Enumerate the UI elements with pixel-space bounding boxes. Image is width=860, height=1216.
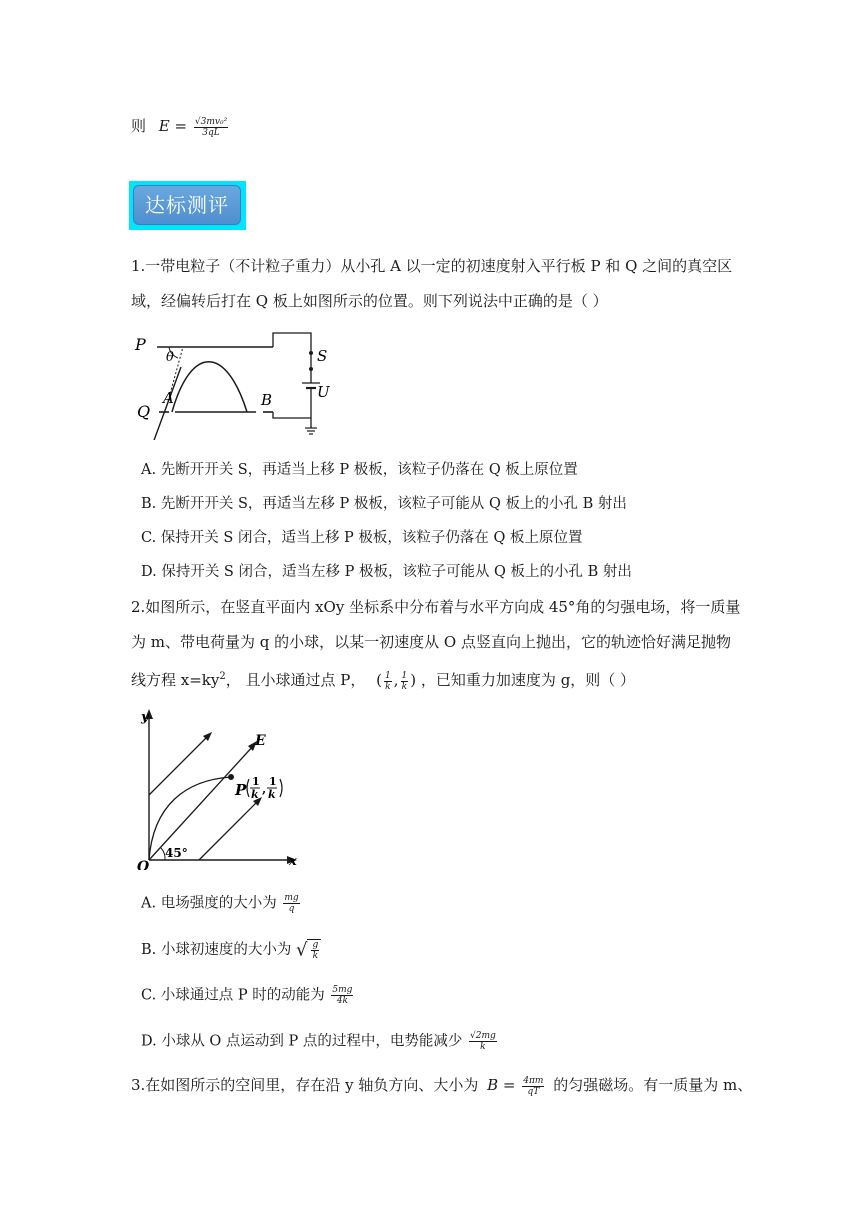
q2-stem-point-intro: ， 且小球通过点 P，	[225, 671, 366, 689]
q2-option-c-den: 4k	[336, 996, 348, 1006]
label-E: E	[255, 733, 266, 749]
paren-open	[247, 779, 249, 797]
q2-option-b-num: g	[312, 940, 319, 950]
label-U: U	[317, 383, 330, 401]
label-P-comma: ,	[262, 782, 267, 796]
sqrt-symbol: √ $\frac{g}{k}$	[296, 939, 321, 961]
label-P-y-num: 1	[269, 775, 277, 788]
q2-option-b	[141, 939, 321, 961]
q2-point-close: )	[410, 671, 417, 689]
q2-point-open: (	[376, 671, 383, 689]
q2-option-a-num: mg	[284, 893, 299, 903]
q2-stem-line3	[131, 666, 635, 692]
label-P-x-den: k	[251, 788, 259, 801]
label-P-x-num: 1	[252, 775, 260, 788]
q1-option-a: A. 先断开开关 S，再适当上移 P 极板，该粒子仍落在 Q 板上原位置	[141, 462, 578, 478]
trajectory	[172, 362, 247, 412]
field-line-1	[149, 735, 209, 795]
label-A: A	[163, 389, 174, 407]
q1-option-c: C. 保持开关 S 闭合，适当上移 P 极板，该粒子仍落在 Q 板上原位置	[141, 530, 583, 546]
label-angle: 45°	[165, 846, 188, 860]
q2-option-d-den: k	[480, 1042, 486, 1052]
wire-top	[273, 333, 311, 351]
q2-option-d	[141, 1031, 499, 1052]
label-O: O	[137, 859, 150, 870]
label-x: x	[289, 854, 297, 869]
label-P: P	[235, 781, 247, 799]
label-P: P	[135, 335, 146, 354]
q2-point-y-den: k	[401, 681, 408, 692]
q2-point-y-num: 1	[401, 670, 408, 681]
q1-figure	[131, 325, 346, 440]
q1-stem-line1: 1.一带电粒子（不计粒子重力）从小孔 A 以一定的初速度射入平行板 P 和 Q 之间的真空区	[131, 257, 733, 275]
q2-stem-exponent: 2	[219, 671, 226, 682]
label-y: y	[141, 710, 149, 725]
q2-option-d-text: D. 小球从 O 点运动到 P 点的过程中，电势能减少	[141, 1033, 463, 1050]
formula-fraction	[194, 117, 228, 138]
label-theta: θ	[166, 350, 174, 365]
formula-prefix: 则	[131, 117, 147, 135]
q2-stem-equation: 线方程 x=ky	[131, 671, 220, 689]
q2-point	[376, 670, 421, 692]
q2-stem-line2: 为 m、带电荷量为 q 的小球，以某一初速度从 O 点竖直向上抛出，它的轨迹恰好满足抛物	[131, 633, 731, 651]
q3-stem-start: 3.在如图所示的空间里，存在沿 y 轴负方向、大小为	[131, 1076, 479, 1094]
q3-b-lhs: B =	[487, 1076, 516, 1094]
q1-option-b: B. 先断开开关 S，再适当左移 P 极板，该粒子可能从 Q 板上的小孔 B 射出	[141, 496, 627, 512]
q2-option-a	[141, 893, 302, 914]
q2-option-c-num: 5mg	[332, 985, 353, 995]
q2-stem-line1: 2.如图所示，在竖直平面内 xOy 坐标系中分布着与水平方向成 45°角的匀强电场，将一质量	[131, 598, 741, 616]
switch-contact-top	[309, 351, 313, 355]
section-badge: 达标测评	[133, 185, 241, 225]
formula-lhs: E =	[158, 117, 188, 135]
q3-b-den: qT	[527, 1086, 540, 1097]
top-formula	[131, 115, 230, 138]
label-B: B	[261, 391, 273, 409]
label-P-y-den: k	[268, 788, 276, 801]
q2-option-a-text: A. 电场强度的大小为	[141, 895, 277, 912]
q2-stem-end: ，已知重力加速度为 g，则（ ）	[420, 671, 636, 689]
q2-option-c	[141, 985, 355, 1006]
paren-close	[280, 779, 282, 797]
label-S: S	[317, 347, 328, 365]
q3-b-num: 4πm	[523, 1075, 544, 1086]
formula-numerator: √3mv₀²	[194, 116, 228, 127]
q2-option-b-den: k	[312, 951, 319, 961]
point-P	[228, 774, 234, 780]
q2-option-c-text: C. 小球通过点 P 时的动能为	[141, 987, 325, 1004]
q2-point-x-den: k	[385, 681, 391, 692]
q2-point-x-num: 1	[385, 670, 391, 681]
field-line-3	[199, 800, 259, 860]
q2-option-d-num: √2mg	[470, 1031, 496, 1041]
q2-option-b-text: B. 小球初速度的大小为	[141, 942, 292, 958]
q2-option-a-den: q	[288, 904, 295, 914]
q1-stem-line2: 域，经偏转后打在 Q 板上如图所示的位置。则下列说法中正确的是（ ）	[131, 292, 608, 310]
formula-denominator: 3qL	[202, 127, 220, 138]
trajectory	[149, 777, 231, 860]
section-badge-frame	[129, 181, 246, 230]
q3-stem-end: 的匀强磁场。有一质量为 m、	[553, 1076, 753, 1094]
wire-q	[273, 412, 311, 418]
q3-stem	[131, 1074, 752, 1097]
q2-point-sep: ,	[393, 671, 399, 689]
label-Q: Q	[137, 402, 151, 421]
q1-option-d: D. 保持开关 S 闭合，适当左移 P 极板，该粒子可能从 Q 板上的小孔 B 射出	[141, 564, 632, 580]
field-line-2	[149, 745, 254, 860]
switch-contact-bottom	[309, 367, 313, 371]
q2-figure	[131, 705, 306, 870]
